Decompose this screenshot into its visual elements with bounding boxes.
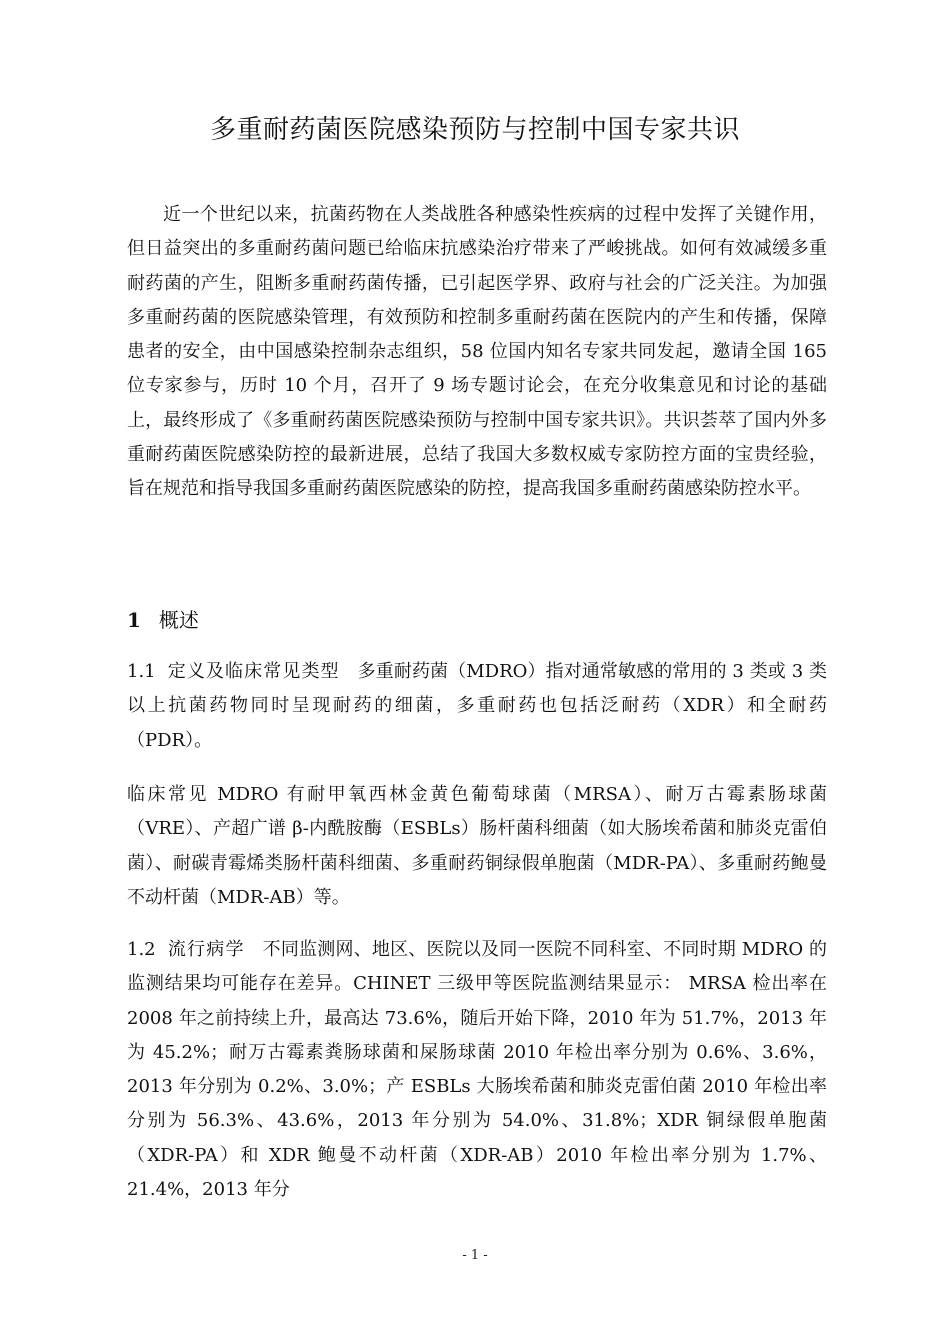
section-1-1-title: 定义及临床常见类型 xyxy=(167,661,340,682)
section-1-1-number: 1.1 xyxy=(127,661,156,682)
document-title: 多重耐药菌医院感染预防与控制中国专家共识 xyxy=(209,115,740,145)
section-1-1-body-2: 临床常见 MDRO 有耐甲氧西林金黄色葡萄球菌（MRSA）、耐万古霉素肠球菌（VRE）、产超广谱 β-内酰胺酶（ESBLs）肠杆菌科细菌（如大肠埃希菌和肺炎克雷伯菌）、耐碳青霉烯类肠杆菌科细菌、多重耐药铜绿假单胞菌（MDR-PA）、多重耐药鲍曼不动杆菌（MDR-AB）等。 xyxy=(127,784,827,908)
section-1-1-body: 多重耐药菌（MDRO）指对通常敏感的常用的 3 类或 3 类以上抗菌药物同时呈现耐药的细菌，多重耐药也包括泛耐药（XDR）和全耐药（PDR）。 xyxy=(127,661,827,751)
section-1-2-paragraph xyxy=(127,933,827,1207)
section-1-title: 概述 xyxy=(158,608,199,632)
section-1-2-number: 1.2 xyxy=(127,939,156,960)
section-1-heading xyxy=(127,602,199,638)
intro-paragraph: 近一个世纪以来，抗菌药物在人类战胜各种感染性疾病的过程中发挥了关键作用，但日益突出的多重耐药菌问题已给临床抗感染治疗带来了严峻挑战。如何有效减缓多重耐药菌的产生，阻断多重耐药菌传播，已引起医学界、政府与社会的广泛关注。为加强多重耐药菌的医院感染管理，有效预防和控制多重耐药菌在医院内的产生和传播，保障患者的安全，由中国感染控制杂志组织，58 位国内知名专家共同发起，邀请全国 165 位专家参与，历时 10 个月，召开了 9 场专题讨论会，在充分收集意见和讨论的基础上，最终形成了《多重耐药菌医院感染预防与控制中国专家共识》。共识荟萃了国内外多重耐药菌医院感染防控的最新进展，总结了我国大多数权威专家防控方面的宝贵经验，旨在规范和指导我国多重耐药菌医院感染的防控，提高我国多重耐药菌感染防控水平。 xyxy=(127,204,827,500)
section-1-2-body: 不同监测网、地区、医院以及同一医院不同科室、不同时期 MDRO 的监测结果均可能存在差异。CHINET 三级甲等医院监测结果显示： MRSA 检出率在 2008 年之前持续上升，最高达 73.6%，随后开始下降，2010 年为 51.7%，2013 年为 45.2%；耐万古霉素粪肠球菌和屎肠球菌 2010 年检出率分别为 0.6%、3.6%，2013 年分别为 0.2%、3.0%；产 ESBLs 大肠埃希菌和肺炎克雷伯菌 2010 年检出率分别为 56.3%、43.6%，2013 年分别为 54.0%、31.8%；XDR 铜绿假单胞菌（XDR-PA）和 XDR 鲍曼不动杆菌（XDR-AB）2010 年检出率分别为 1.7%、21.4%，2013 年分 xyxy=(127,939,827,1201)
page-number: - 1 - xyxy=(462,1248,488,1263)
section-1-1-paragraph xyxy=(127,655,827,758)
section-1-number: 1 xyxy=(127,608,141,632)
section-1-2-title: 流行病学 xyxy=(167,939,245,960)
